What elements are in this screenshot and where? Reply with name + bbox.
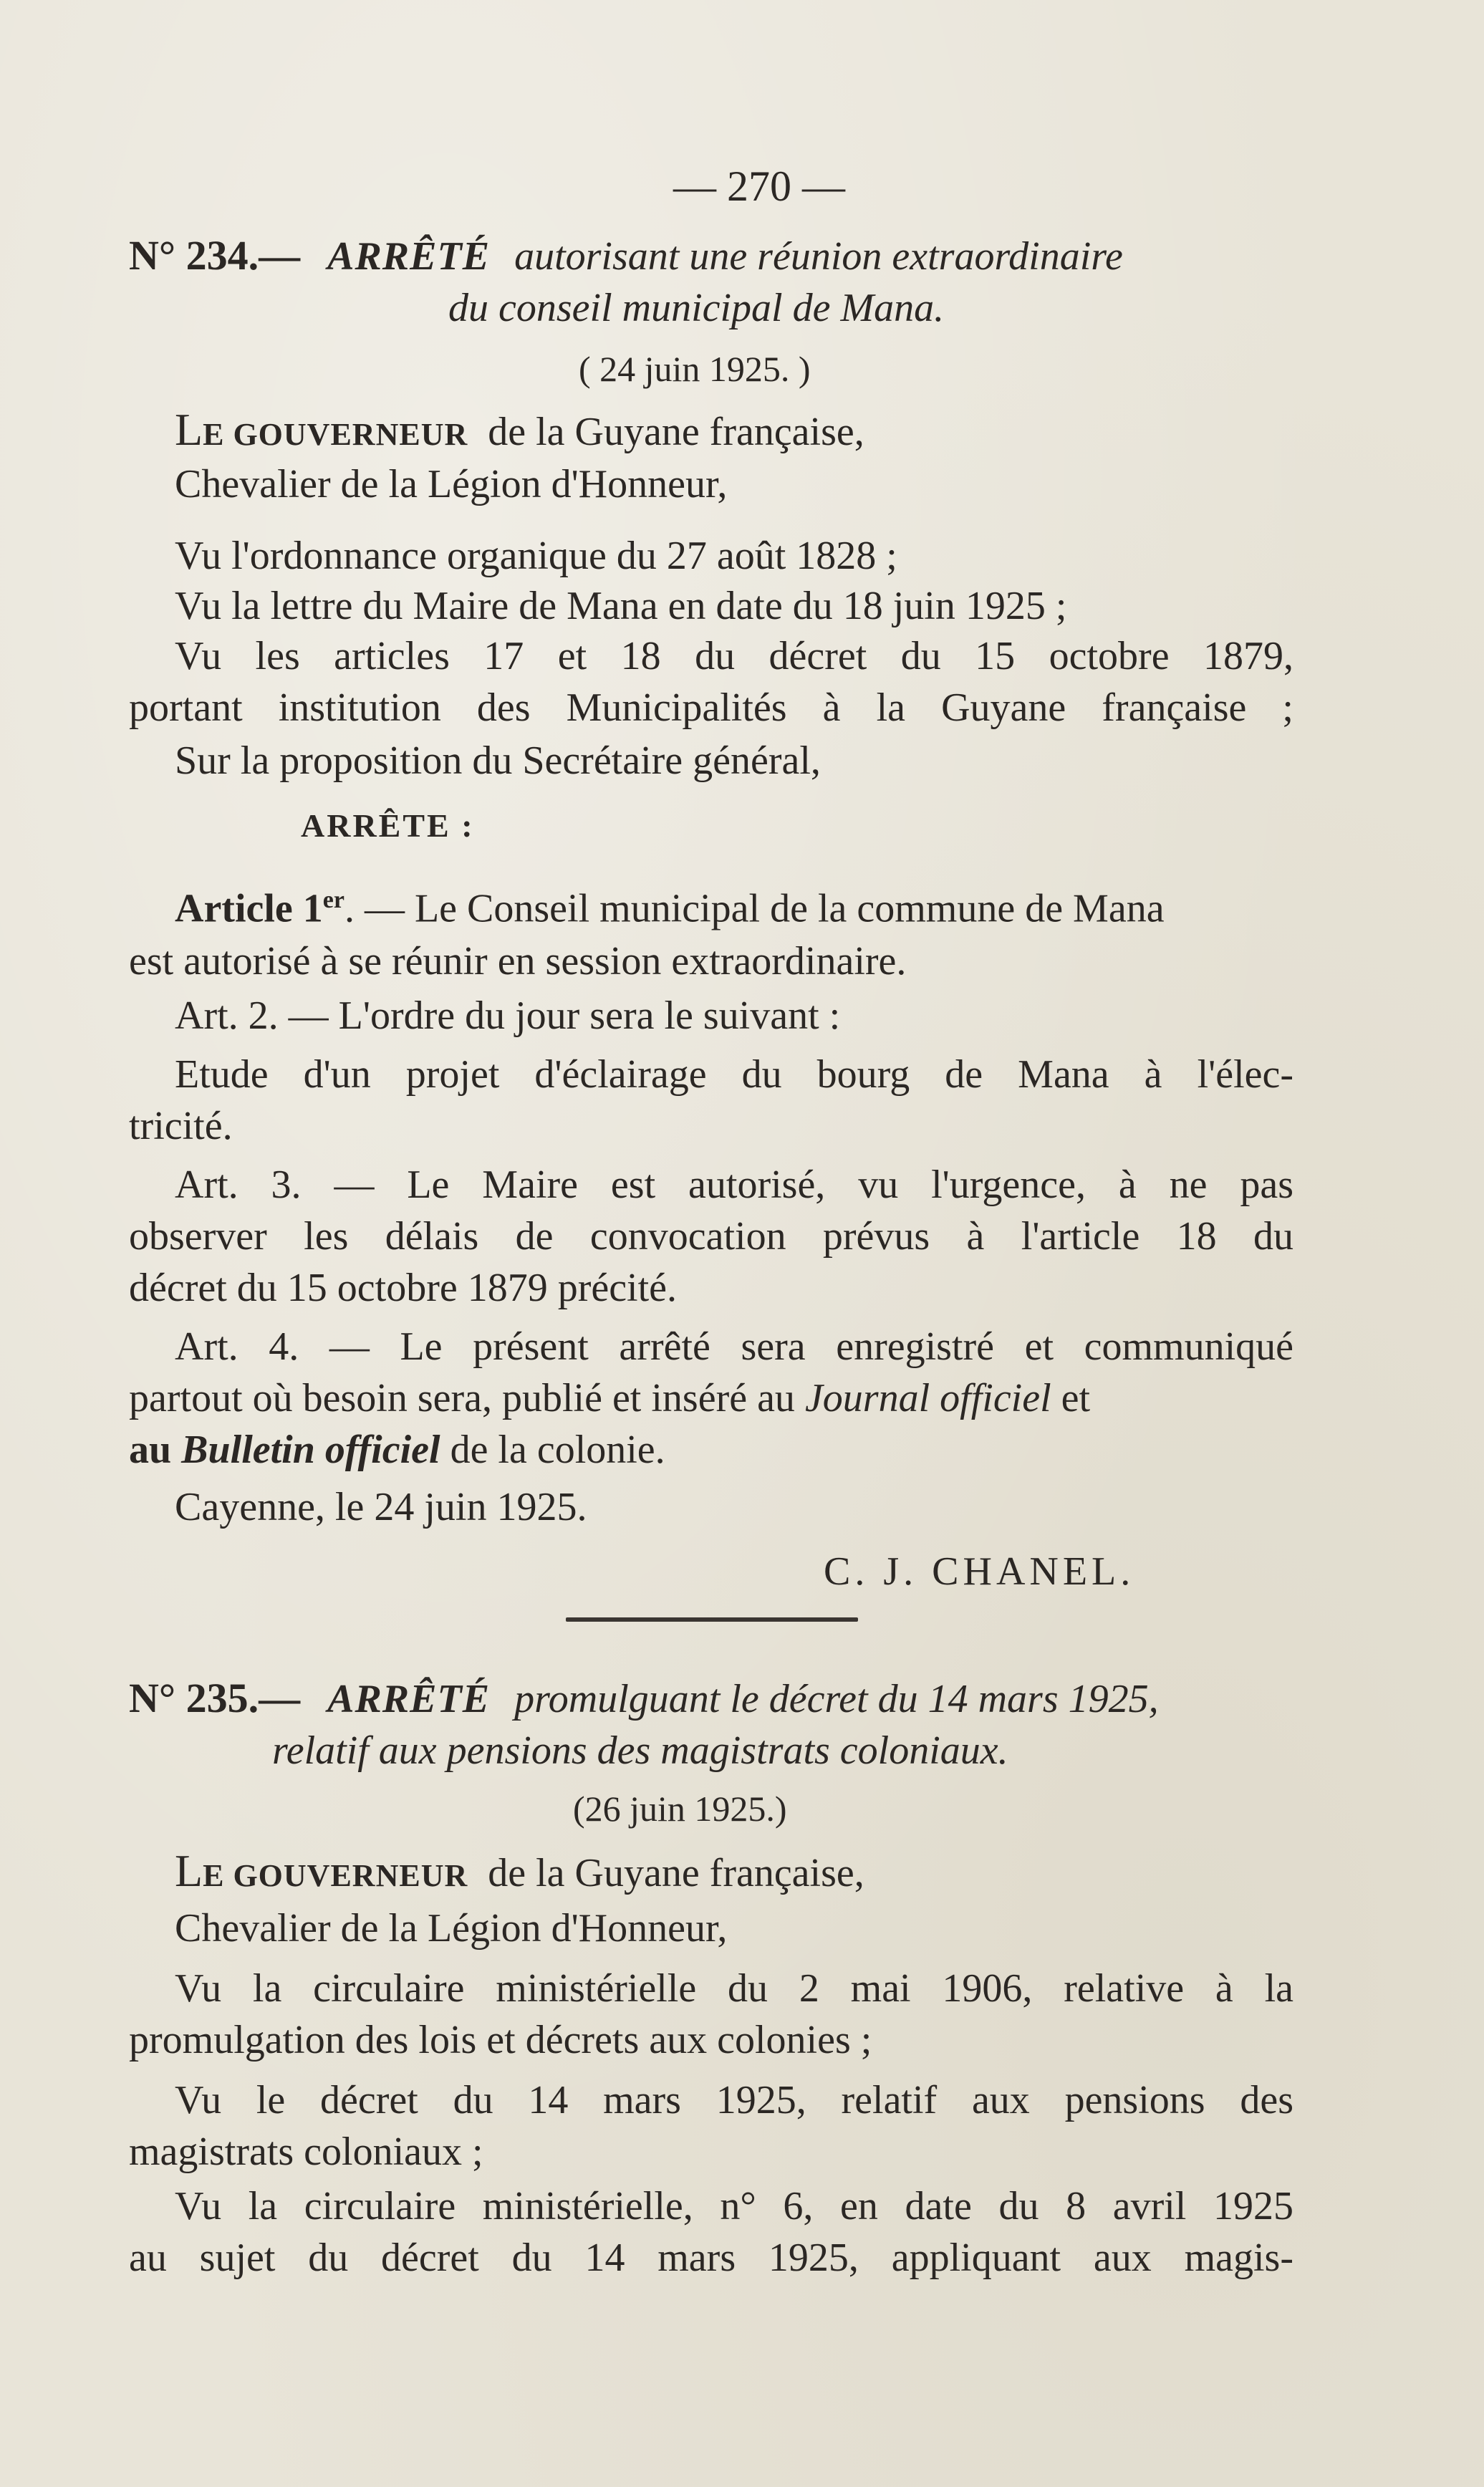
decree-235-vu3-line2: au sujet du décret du 14 mars 1925, appliquant aux magis- [129,2236,1293,2280]
decree-234-title-line1: autorisant une réunion extraordinaire [514,234,1123,279]
decree-235-vu2-line2: magistrats coloniaux ; [129,2130,483,2174]
decree-235-vu3-line1: Vu la circulaire ministérielle, n° 6, en date du 8 avril 1925 [175,2184,1293,2228]
decree-234-number: N° 234.— [129,232,301,279]
decree-234-signature: C. J. CHANEL. [824,1549,1135,1594]
decree-235-vu1-line1: Vu la circulaire ministérielle du 2 mai 1906, relative à la [175,1966,1293,2011]
decree-234-governor: LE GOUVERNEUR de la Guyane française, [175,404,864,455]
decree-235-chevalier: Chevalier de la Légion d'Honneur, [175,1906,728,1950]
decree-234-date: ( 24 juin 1925. ) [579,349,811,389]
decree-234-art2: Art. 2. — L'ordre du jour sera le suivant : [175,994,841,1038]
decree-234-title-caps: ARRÊTÉ [327,234,491,279]
decree-234-place-date: Cayenne, le 24 juin 1925. [175,1485,587,1529]
decree-234-art4-line3: au Bulletin officiel de la colonie. [129,1428,665,1472]
decree-235-number: N° 235.— [129,1675,301,1721]
decree-234-art4-line2: partout où besoin sera, publié et inséré au Journal officiel et [129,1376,1091,1420]
decree-234-heading [129,232,1123,279]
decree-234-art2-item-line2: tricité. [129,1104,233,1148]
decree-234-art4-line1: Art. 4. — Le présent arrêté sera enregistré et communiqué [175,1324,1293,1369]
decree-235-date: (26 juin 1925.) [573,1789,787,1829]
decree-235-heading [129,1675,1159,1721]
decree-234-proposition: Sur la proposition du Secrétaire général, [175,739,821,783]
decree-234-art1-line2: est autorisé à se réunir en session extraordinaire. [129,939,907,983]
decree-235-governor: LE GOUVERNEUR de la Guyane française, [175,1845,864,1896]
decree-234-vu3-line1: Vu les articles 17 et 18 du décret du 15 octobre 1879, [175,634,1293,678]
decree-234-art3-line3: décret du 15 octobre 1879 précité. [129,1266,678,1310]
decree-235-vu2-line1: Vu le décret du 14 mars 1925, relatif aux pensions des [175,2078,1293,2122]
page-number: — 270 — [673,163,845,210]
decree-235-vu1-line2: promulgation des lois et décrets aux colonies ; [129,2018,872,2062]
decree-234-art3-line1: Art. 3. — Le Maire est autorisé, vu l'urgence, à ne pas [175,1163,1293,1207]
decree-234-title-line2: du conseil municipal de Mana. [448,286,945,330]
decree-235-title-line1: promulguant le décret du 14 mars 1925, [514,1677,1159,1721]
decree-234-chevalier: Chevalier de la Légion d'Honneur, [175,462,728,506]
section-divider [566,1617,858,1622]
decree-235-title-caps: ARRÊTÉ [327,1677,491,1721]
decree-235-title-line2: relatif aux pensions des magistrats coloniaux. [272,1728,1008,1773]
decree-234-vu3-line2: portant institution des Municipalités à la Guyane française ; [129,686,1293,730]
decree-234-arrete: ARRÊTE : [301,807,475,844]
decree-234-art3-line2: observer les délais de convocation prévus à l'article 18 du [129,1214,1293,1259]
decree-234-vu2: Vu la lettre du Maire de Mana en date du 18 juin 1925 ; [175,584,1067,628]
decree-234-vu1: Vu l'ordonnance organique du 27 août 1828 ; [175,534,897,578]
decree-234-art2-item-line1: Etude d'un projet d'éclairage du bourg de Mana à l'élec- [175,1052,1293,1097]
decree-234-art1-line1: Article 1er. — Le Conseil municipal de la commune de Mana [175,886,1165,931]
